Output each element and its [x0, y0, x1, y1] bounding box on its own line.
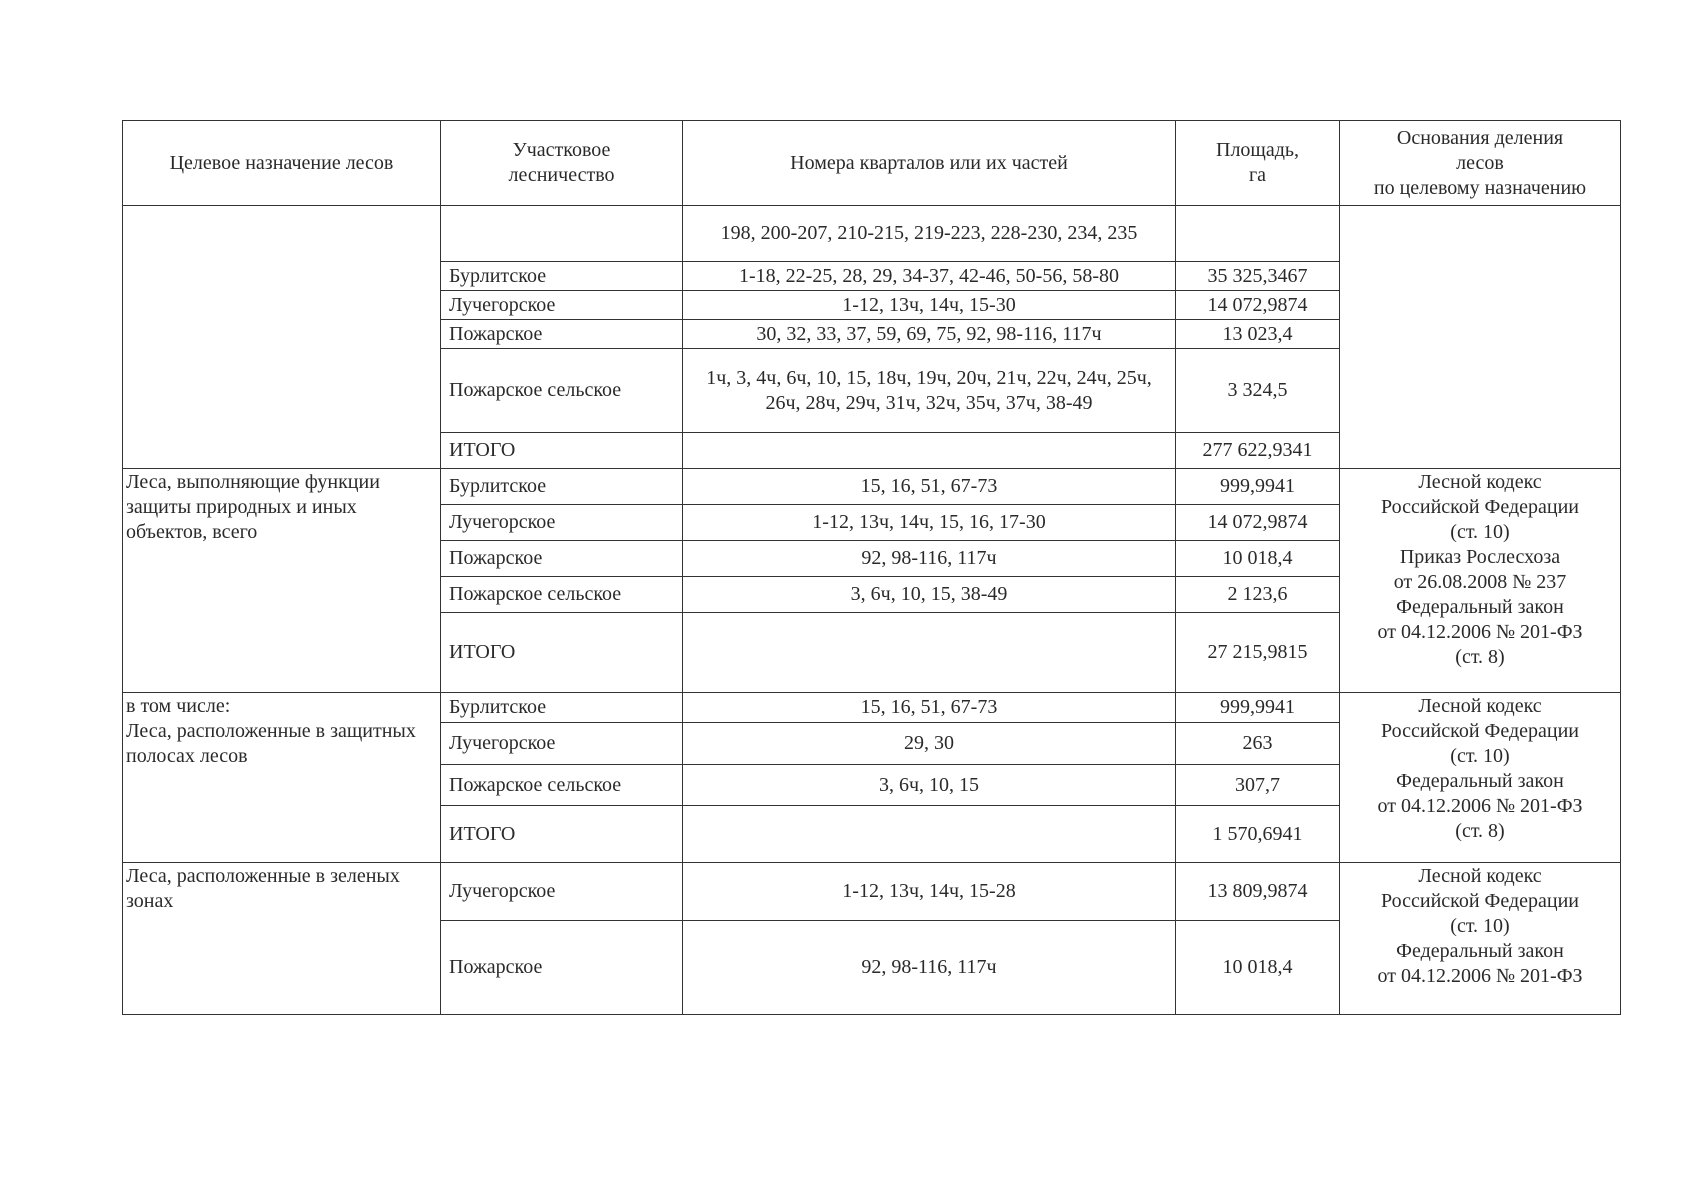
quarters-cell: 1-12, 13ч, 14ч, 15-28: [683, 863, 1176, 921]
area-cell: 10 018,4: [1176, 541, 1340, 577]
table-row: [123, 469, 1621, 505]
forestry-cell: Лучегорское: [441, 505, 683, 541]
basis-cell: Лесной кодекс Российской Федерации (ст. 10) Федеральный закон от 04.12.2006 № 201-ФЗ: [1340, 863, 1621, 1015]
purpose-cell-empty: [123, 206, 441, 469]
area-cell: 10 018,4: [1176, 921, 1340, 1015]
forestry-cell: Бурлитское: [441, 262, 683, 291]
area-cell: 263: [1176, 723, 1340, 765]
quarters-cell: 29, 30: [683, 723, 1176, 765]
quarters-cell-empty: [683, 613, 1176, 693]
area-cell: [1176, 206, 1340, 262]
area-cell: 14 072,9874: [1176, 291, 1340, 320]
header-quarters: Номера кварталов или их частей: [683, 121, 1176, 206]
purpose-cell: в том числе: Леса, расположенные в защитных полосах лесов: [123, 693, 441, 863]
forestry-cell: Пожарское сельское: [441, 765, 683, 806]
area-cell: 999,9941: [1176, 469, 1340, 505]
forestry-cell: Бурлитское: [441, 693, 683, 723]
forestry-cell: Лучегорское: [441, 863, 683, 921]
area-cell: 14 072,9874: [1176, 505, 1340, 541]
total-label: ИТОГО: [441, 613, 683, 693]
area-cell: 307,7: [1176, 765, 1340, 806]
area-cell: 2 123,6: [1176, 577, 1340, 613]
header-forestry: Участковое лесничество: [441, 121, 683, 206]
header-purpose: Целевое назначение лесов: [123, 121, 441, 206]
basis-cell: Лесной кодекс Российской Федерации (ст. 10) Приказ Рослесхоза от 26.08.2008 № 237 Федеральный закон от 04.12.2006 № 201-ФЗ (ст. 8): [1340, 469, 1621, 693]
forestry-cell: Лучегорское: [441, 723, 683, 765]
quarters-cell: 30, 32, 33, 37, 59, 69, 75, 92, 98-116, 117ч: [683, 320, 1176, 349]
forestry-cell: [441, 206, 683, 262]
forestry-cell: Бурлитское: [441, 469, 683, 505]
quarters-cell: 1-18, 22-25, 28, 29, 34-37, 42-46, 50-56, 58-80: [683, 262, 1176, 291]
area-cell: 13 023,4: [1176, 320, 1340, 349]
forestry-cell: Пожарское сельское: [441, 349, 683, 433]
quarters-cell: 15, 16, 51, 67-73: [683, 469, 1176, 505]
header-area: Площадь, га: [1176, 121, 1340, 206]
quarters-cell: 92, 98-116, 117ч: [683, 921, 1176, 1015]
quarters-cell: 3, 6ч, 10, 15: [683, 765, 1176, 806]
quarters-cell: 3, 6ч, 10, 15, 38-49: [683, 577, 1176, 613]
basis-cell: Лесной кодекс Российской Федерации (ст. 10) Федеральный закон от 04.12.2006 № 201-ФЗ (ст. 8): [1340, 693, 1621, 863]
quarters-cell: 1-12, 13ч, 14ч, 15-30: [683, 291, 1176, 320]
forestry-cell: Пожарское сельское: [441, 577, 683, 613]
area-cell: 35 325,3467: [1176, 262, 1340, 291]
quarters-cell: 92, 98-116, 117ч: [683, 541, 1176, 577]
area-cell: 999,9941: [1176, 693, 1340, 723]
forest-purpose-table: [122, 120, 1621, 1015]
table-row: [123, 206, 1621, 262]
quarters-cell: 15, 16, 51, 67-73: [683, 693, 1176, 723]
quarters-cell-empty: [683, 806, 1176, 863]
total-area: 277 622,9341: [1176, 433, 1340, 469]
forestry-cell: Пожарское: [441, 541, 683, 577]
table-row: [123, 693, 1621, 723]
total-area: 1 570,6941: [1176, 806, 1340, 863]
quarters-cell: 198, 200-207, 210-215, 219-223, 228-230, 234, 235: [683, 206, 1176, 262]
quarters-cell-empty: [683, 433, 1176, 469]
header-basis: Основания деления лесов по целевому назначению: [1340, 121, 1621, 206]
total-label: ИТОГО: [441, 806, 683, 863]
area-cell: 3 324,5: [1176, 349, 1340, 433]
total-area: 27 215,9815: [1176, 613, 1340, 693]
purpose-cell: Леса, расположенные в зеленых зонах: [123, 863, 441, 1015]
quarters-cell: 1-12, 13ч, 14ч, 15, 16, 17-30: [683, 505, 1176, 541]
forestry-cell: Пожарское: [441, 921, 683, 1015]
quarters-cell: 1ч, 3, 4ч, 6ч, 10, 15, 18ч, 19ч, 20ч, 21ч, 22ч, 24ч, 25ч, 26ч, 28ч, 29ч, 31ч, 32ч, 35ч, 37ч, 38-49: [683, 349, 1176, 433]
forestry-cell: Пожарское: [441, 320, 683, 349]
total-label: ИТОГО: [441, 433, 683, 469]
area-cell: 13 809,9874: [1176, 863, 1340, 921]
header-row: [123, 121, 1621, 206]
forestry-cell: Лучегорское: [441, 291, 683, 320]
purpose-cell: Леса, выполняющие функции защиты природных и иных объектов, всего: [123, 469, 441, 693]
table-row: [123, 863, 1621, 921]
basis-cell-empty: [1340, 206, 1621, 469]
